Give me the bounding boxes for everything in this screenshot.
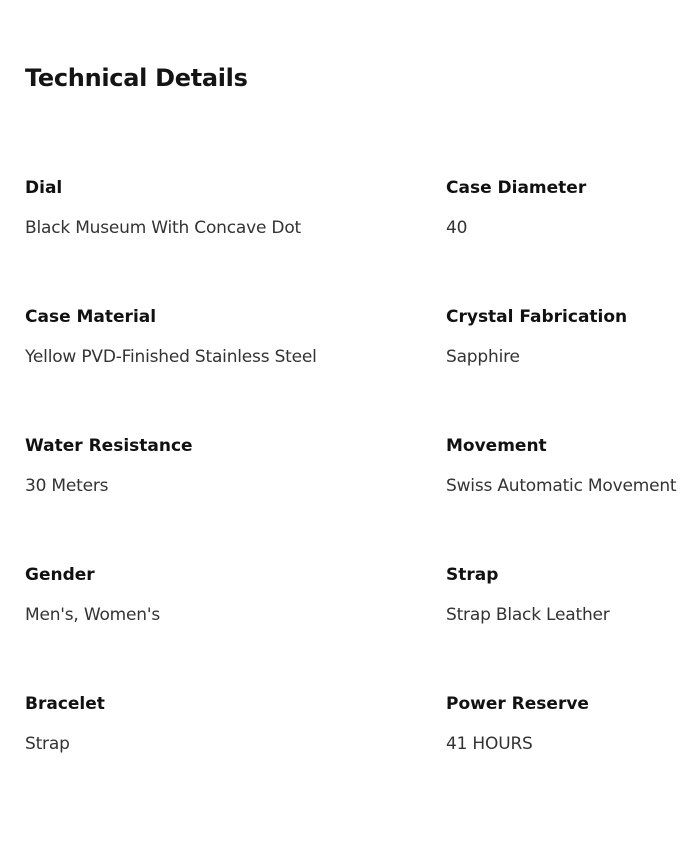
detail-label: Power Reserve [446,694,589,714]
detail-row [25,177,700,306]
detail-power-reserve [446,693,700,755]
detail-row [25,564,700,693]
detail-value: Strap Black Leather [446,605,610,625]
detail-case-material [25,306,425,368]
detail-value: Strap [25,734,70,754]
detail-label: Dial [25,178,63,198]
detail-label: Water Resistance [25,436,193,456]
detail-label: Movement [446,436,547,456]
detail-label: Gender [25,565,95,585]
detail-value: Men's, Women's [25,605,160,625]
detail-label: Crystal Fabrication [446,307,628,327]
detail-value: Yellow PVD-Finished Stainless Steel [25,347,317,367]
detail-value: 40 [446,218,468,238]
detail-case-diameter [446,177,700,239]
detail-bracelet [25,693,425,755]
detail-value: Swiss Automatic Movement [446,476,677,496]
detail-label: Case Material [25,307,157,327]
detail-label: Case Diameter [446,178,587,198]
detail-strap [446,564,700,626]
detail-water-resistance [25,435,425,497]
detail-value: 41 HOURS [446,734,533,754]
technical-details-grid [25,177,700,822]
detail-crystal-fabrication [446,306,700,368]
detail-dial [25,177,425,239]
section-title: Technical Details [25,64,248,92]
detail-gender [25,564,425,626]
detail-value: 30 Meters [25,476,109,496]
detail-row [25,435,700,564]
detail-label: Strap [446,565,499,585]
detail-label: Bracelet [25,694,105,714]
detail-movement [446,435,700,497]
detail-value: Black Museum With Concave Dot [25,218,301,238]
detail-row [25,306,700,435]
detail-row [25,693,700,822]
detail-value: Sapphire [446,347,520,367]
